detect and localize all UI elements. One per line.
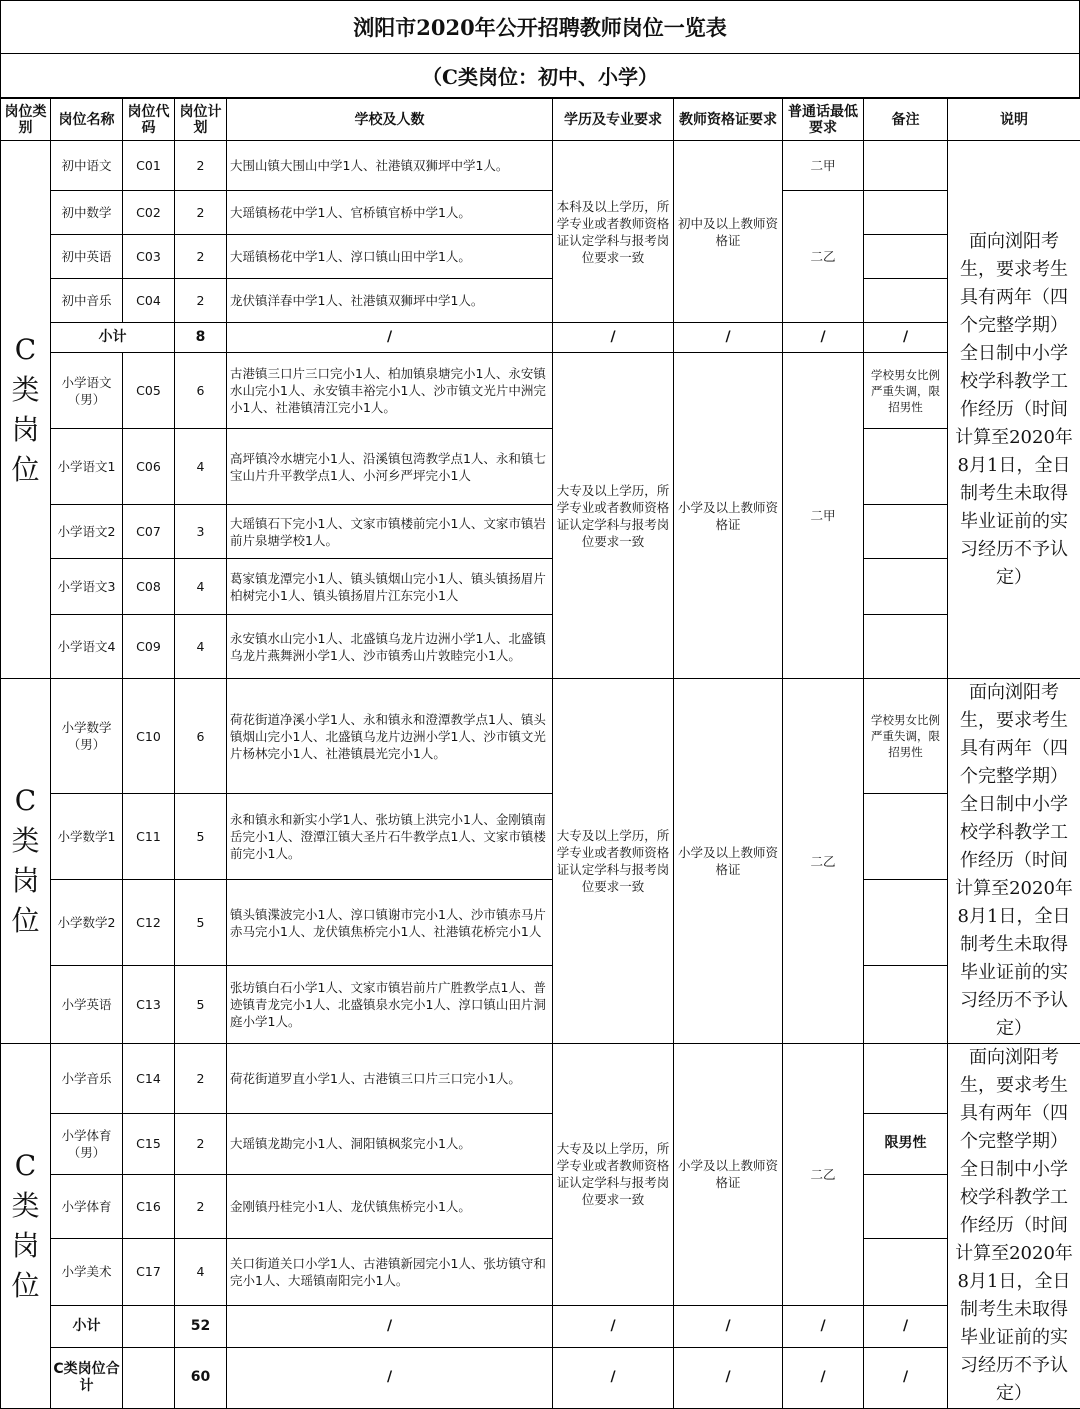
education-requirement: 大专及以上学历，所学专业或者教师资格证认定学科与报考岗位要求一致 [553, 1044, 674, 1306]
category-cell: C类岗位 [1, 1044, 51, 1409]
remark-cell: 学校男女比例严重失调，限招男性 [864, 679, 948, 794]
position-name: 小学语文1 [51, 429, 123, 505]
position-code: C07 [123, 505, 175, 559]
remark-cell: 限男性 [864, 1113, 948, 1174]
subtotal-row [1, 323, 1080, 353]
table-row [1, 191, 1080, 235]
subtotal-slash: / [674, 323, 783, 353]
position-plan: 4 [175, 615, 227, 679]
position-name: 初中音乐 [51, 279, 123, 323]
remark-cell: 学校男女比例严重失调，限招男性 [864, 353, 948, 429]
remark-cell [864, 191, 948, 235]
position-schools: 大瑶镇龙勘完小1人、洞阳镇枫浆完小1人。 [227, 1113, 553, 1174]
total-row [1, 1347, 1080, 1408]
position-code: C06 [123, 429, 175, 505]
remark-cell [864, 794, 948, 880]
position-schools: 永安镇水山完小1人、北盛镇乌龙片边洲小学1人、北盛镇乌龙片燕舞洲小学1人、沙市镇秀山片敦睦完小1人。 [227, 615, 553, 679]
header-remark: 备注 [864, 99, 948, 141]
position-name: 小学数学2 [51, 880, 123, 966]
position-code: C13 [123, 966, 175, 1044]
subtotal-slash: / [227, 1305, 553, 1347]
table-row [1, 966, 1080, 1044]
position-plan: 5 [175, 880, 227, 966]
position-plan: 4 [175, 429, 227, 505]
position-code: C01 [123, 141, 175, 191]
position-plan: 2 [175, 1174, 227, 1238]
position-name: 小学英语 [51, 966, 123, 1044]
position-plan: 2 [175, 235, 227, 279]
subtotal-slash: / [783, 1305, 864, 1347]
table-row [1, 679, 1080, 794]
qualification-requirement: 小学及以上教师资格证 [674, 1044, 783, 1306]
position-code: C02 [123, 191, 175, 235]
remark-cell [864, 505, 948, 559]
position-schools: 永和镇永和新实小学1人、张坊镇上洪完小1人、金刚镇南岳完小1人、澄潭江镇大圣片石牛教学点1人、文家市镇楼前完小1人。 [227, 794, 553, 880]
position-plan: 4 [175, 559, 227, 615]
subtotal-slash: / [553, 323, 674, 353]
qualification-requirement: 小学及以上教师资格证 [674, 353, 783, 679]
position-plan: 3 [175, 505, 227, 559]
subtotal-code [123, 1305, 175, 1347]
mandarin-requirement: 二甲 [783, 141, 864, 191]
total-label: C类岗位合计 [51, 1347, 123, 1408]
position-name: 小学语文3 [51, 559, 123, 615]
remark-cell [864, 141, 948, 191]
position-schools: 大围山镇大围山中学1人、社港镇双狮坪中学1人。 [227, 141, 553, 191]
position-name: 小学语文2 [51, 505, 123, 559]
positions-table [0, 98, 1080, 1409]
position-schools: 荷花街道罗直小学1人、古港镇三口片三口完小1人。 [227, 1044, 553, 1114]
table-row [1, 559, 1080, 615]
note-cell: 面向浏阳考生，要求考生具有两年（四个完整学期）全日制中小学校学科教学工作经历（时间计算至2020年8月1日，全日制考生未取得毕业证前的实习经历不予认定） [948, 1044, 1080, 1409]
position-name: 小学音乐 [51, 1044, 123, 1114]
subtotal-plan: 52 [175, 1305, 227, 1347]
position-code: C09 [123, 615, 175, 679]
position-plan: 2 [175, 141, 227, 191]
total-slash: / [227, 1347, 553, 1408]
position-name: 小学体育（男） [51, 1113, 123, 1174]
education-requirement: 大专及以上学历，所学专业或者教师资格证认定学科与报考岗位要求一致 [553, 353, 674, 679]
position-schools: 张坊镇白石小学1人、文家市镇岩前片广胜教学点1人、普迹镇青龙完小1人、北盛镇泉水完小1人、淳口镇山田片洞庭小学1人。 [227, 966, 553, 1044]
header-category: 岗位类别 [1, 99, 51, 141]
header-qualification: 教师资格证要求 [674, 99, 783, 141]
total-plan: 60 [175, 1347, 227, 1408]
header-code: 岗位代码 [123, 99, 175, 141]
position-schools: 金刚镇丹桂完小1人、龙伏镇焦桥完小1人。 [227, 1174, 553, 1238]
remark-cell [864, 279, 948, 323]
position-plan: 4 [175, 1239, 227, 1306]
position-name: 小学数学1 [51, 794, 123, 880]
subtotal-plan: 8 [175, 323, 227, 353]
table-row [1, 141, 1080, 191]
header-plan: 岗位计划 [175, 99, 227, 141]
table-row [1, 615, 1080, 679]
position-schools: 镇头镇渫波完小1人、淳口镇谢市完小1人、沙市镇赤马片赤马完小1人、龙伏镇焦桥完小1人、社港镇花桥完小1人 [227, 880, 553, 966]
table-row [1, 794, 1080, 880]
position-code: C12 [123, 880, 175, 966]
position-name: 初中英语 [51, 235, 123, 279]
page-subtitle: （C类岗位：初中、小学） [0, 54, 1080, 98]
position-plan: 2 [175, 279, 227, 323]
mandarin-requirement: 二乙 [783, 191, 864, 323]
total-code [123, 1347, 175, 1408]
position-code: C16 [123, 1174, 175, 1238]
subtotal-slash: / [227, 323, 553, 353]
category-cell: C类岗位 [1, 141, 51, 679]
position-schools: 葛家镇龙潭完小1人、镇头镇烟山完小1人、镇头镇扬眉片柏树完小1人、镇头镇扬眉片江东完小1人 [227, 559, 553, 615]
category-cell: C类岗位 [1, 679, 51, 1044]
remark-cell [864, 235, 948, 279]
qualification-requirement: 初中及以上教师资格证 [674, 141, 783, 323]
subtotal-slash: / [864, 323, 948, 353]
table-row [1, 505, 1080, 559]
position-code: C08 [123, 559, 175, 615]
position-name: 初中数学 [51, 191, 123, 235]
position-plan: 2 [175, 1044, 227, 1114]
total-slash: / [864, 1347, 948, 1408]
position-plan: 2 [175, 191, 227, 235]
note-cell: 面向浏阳考生，要求考生具有两年（四个完整学期）全日制中小学校学科教学工作经历（时间计算至2020年8月1日，全日制考生未取得毕业证前的实习经历不予认定） [948, 679, 1080, 1044]
education-requirement: 大专及以上学历，所学专业或者教师资格证认定学科与报考岗位要求一致 [553, 679, 674, 1044]
remark-cell [864, 429, 948, 505]
position-schools: 高坪镇冷水塘完小1人、沿溪镇包湾教学点1人、永和镇七宝山片升平教学点1人、小河乡严坪完小1人 [227, 429, 553, 505]
table-row [1, 279, 1080, 323]
header-name: 岗位名称 [51, 99, 123, 141]
subtotal-slash: / [553, 1305, 674, 1347]
remark-cell [864, 880, 948, 966]
subtotal-slash: / [864, 1305, 948, 1347]
position-schools: 大瑶镇石下完小1人、文家市镇楼前完小1人、文家市镇岩前片泉塘学校1人。 [227, 505, 553, 559]
position-code: C03 [123, 235, 175, 279]
position-plan: 6 [175, 353, 227, 429]
qualification-requirement: 小学及以上教师资格证 [674, 679, 783, 1044]
subtotal-row [1, 1305, 1080, 1347]
remark-cell [864, 1174, 948, 1238]
position-name: 小学语文（男） [51, 353, 123, 429]
table-row [1, 1044, 1080, 1114]
subtotal-label: 小计 [51, 1305, 123, 1347]
position-code: C10 [123, 679, 175, 794]
position-schools: 大瑶镇杨花中学1人、官桥镇官桥中学1人。 [227, 191, 553, 235]
header-note: 说明 [948, 99, 1080, 141]
position-code: C05 [123, 353, 175, 429]
mandarin-requirement: 二乙 [783, 679, 864, 1044]
position-name: 小学美术 [51, 1239, 123, 1306]
position-code: C04 [123, 279, 175, 323]
position-schools: 古港镇三口片三口完小1人、柏加镇泉塘完小1人、永安镇水山完小1人、永安镇丰裕完小1人、沙市镇文光片中洲完小1人、社港镇清江完小1人。 [227, 353, 553, 429]
table-row [1, 353, 1080, 429]
mandarin-requirement: 二甲 [783, 353, 864, 679]
position-plan: 6 [175, 679, 227, 794]
position-plan: 5 [175, 794, 227, 880]
remark-cell [864, 1044, 948, 1114]
position-name: 初中语文 [51, 141, 123, 191]
total-slash: / [553, 1347, 674, 1408]
position-schools: 龙伏镇洋春中学1人、社港镇双狮坪中学1人。 [227, 279, 553, 323]
table-row [1, 1174, 1080, 1238]
position-code: C14 [123, 1044, 175, 1114]
position-plan: 2 [175, 1113, 227, 1174]
subtotal-slash: / [674, 1305, 783, 1347]
remark-cell [864, 559, 948, 615]
position-name: 小学体育 [51, 1174, 123, 1238]
header-schools: 学校及人数 [227, 99, 553, 141]
header-mandarin: 普通话最低要求 [783, 99, 864, 141]
header-education: 学历及专业要求 [553, 99, 674, 141]
position-code: C17 [123, 1239, 175, 1306]
position-code: C11 [123, 794, 175, 880]
subtotal-slash: / [783, 323, 864, 353]
page-title: 浏阳市2020年公开招聘教师岗位一览表 [0, 0, 1080, 54]
table-row [1, 1239, 1080, 1306]
remark-cell [864, 966, 948, 1044]
position-plan: 5 [175, 966, 227, 1044]
table-row [1, 429, 1080, 505]
table-row [1, 1113, 1080, 1174]
position-name: 小学数学（男） [51, 679, 123, 794]
mandarin-requirement: 二乙 [783, 1044, 864, 1306]
education-requirement: 本科及以上学历，所学专业或者教师资格证认定学科与报考岗位要求一致 [553, 141, 674, 323]
table-row [1, 880, 1080, 966]
table-row [1, 235, 1080, 279]
remark-cell [864, 1239, 948, 1306]
position-name: 小学语文4 [51, 615, 123, 679]
position-schools: 荷花街道净溪小学1人、永和镇永和澄潭教学点1人、镇头镇烟山完小1人、北盛镇乌龙片边洲小学1人、沙市镇文光片杨林完小1人、社港镇晨光完小1人。 [227, 679, 553, 794]
position-schools: 关口街道关口小学1人、古港镇新园完小1人、张坊镇守和完小1人、大瑶镇南阳完小1人。 [227, 1239, 553, 1306]
total-slash: / [783, 1347, 864, 1408]
position-code: C15 [123, 1113, 175, 1174]
subtotal-label: 小计 [51, 323, 175, 353]
total-slash: / [674, 1347, 783, 1408]
table-header-row [1, 99, 1080, 141]
remark-cell [864, 615, 948, 679]
position-schools: 大瑶镇杨花中学1人、淳口镇山田中学1人。 [227, 235, 553, 279]
note-cell: 面向浏阳考生，要求考生具有两年（四个完整学期）全日制中小学校学科教学工作经历（时间计算至2020年8月1日，全日制考生未取得毕业证前的实习经历不予认定） [948, 141, 1080, 679]
